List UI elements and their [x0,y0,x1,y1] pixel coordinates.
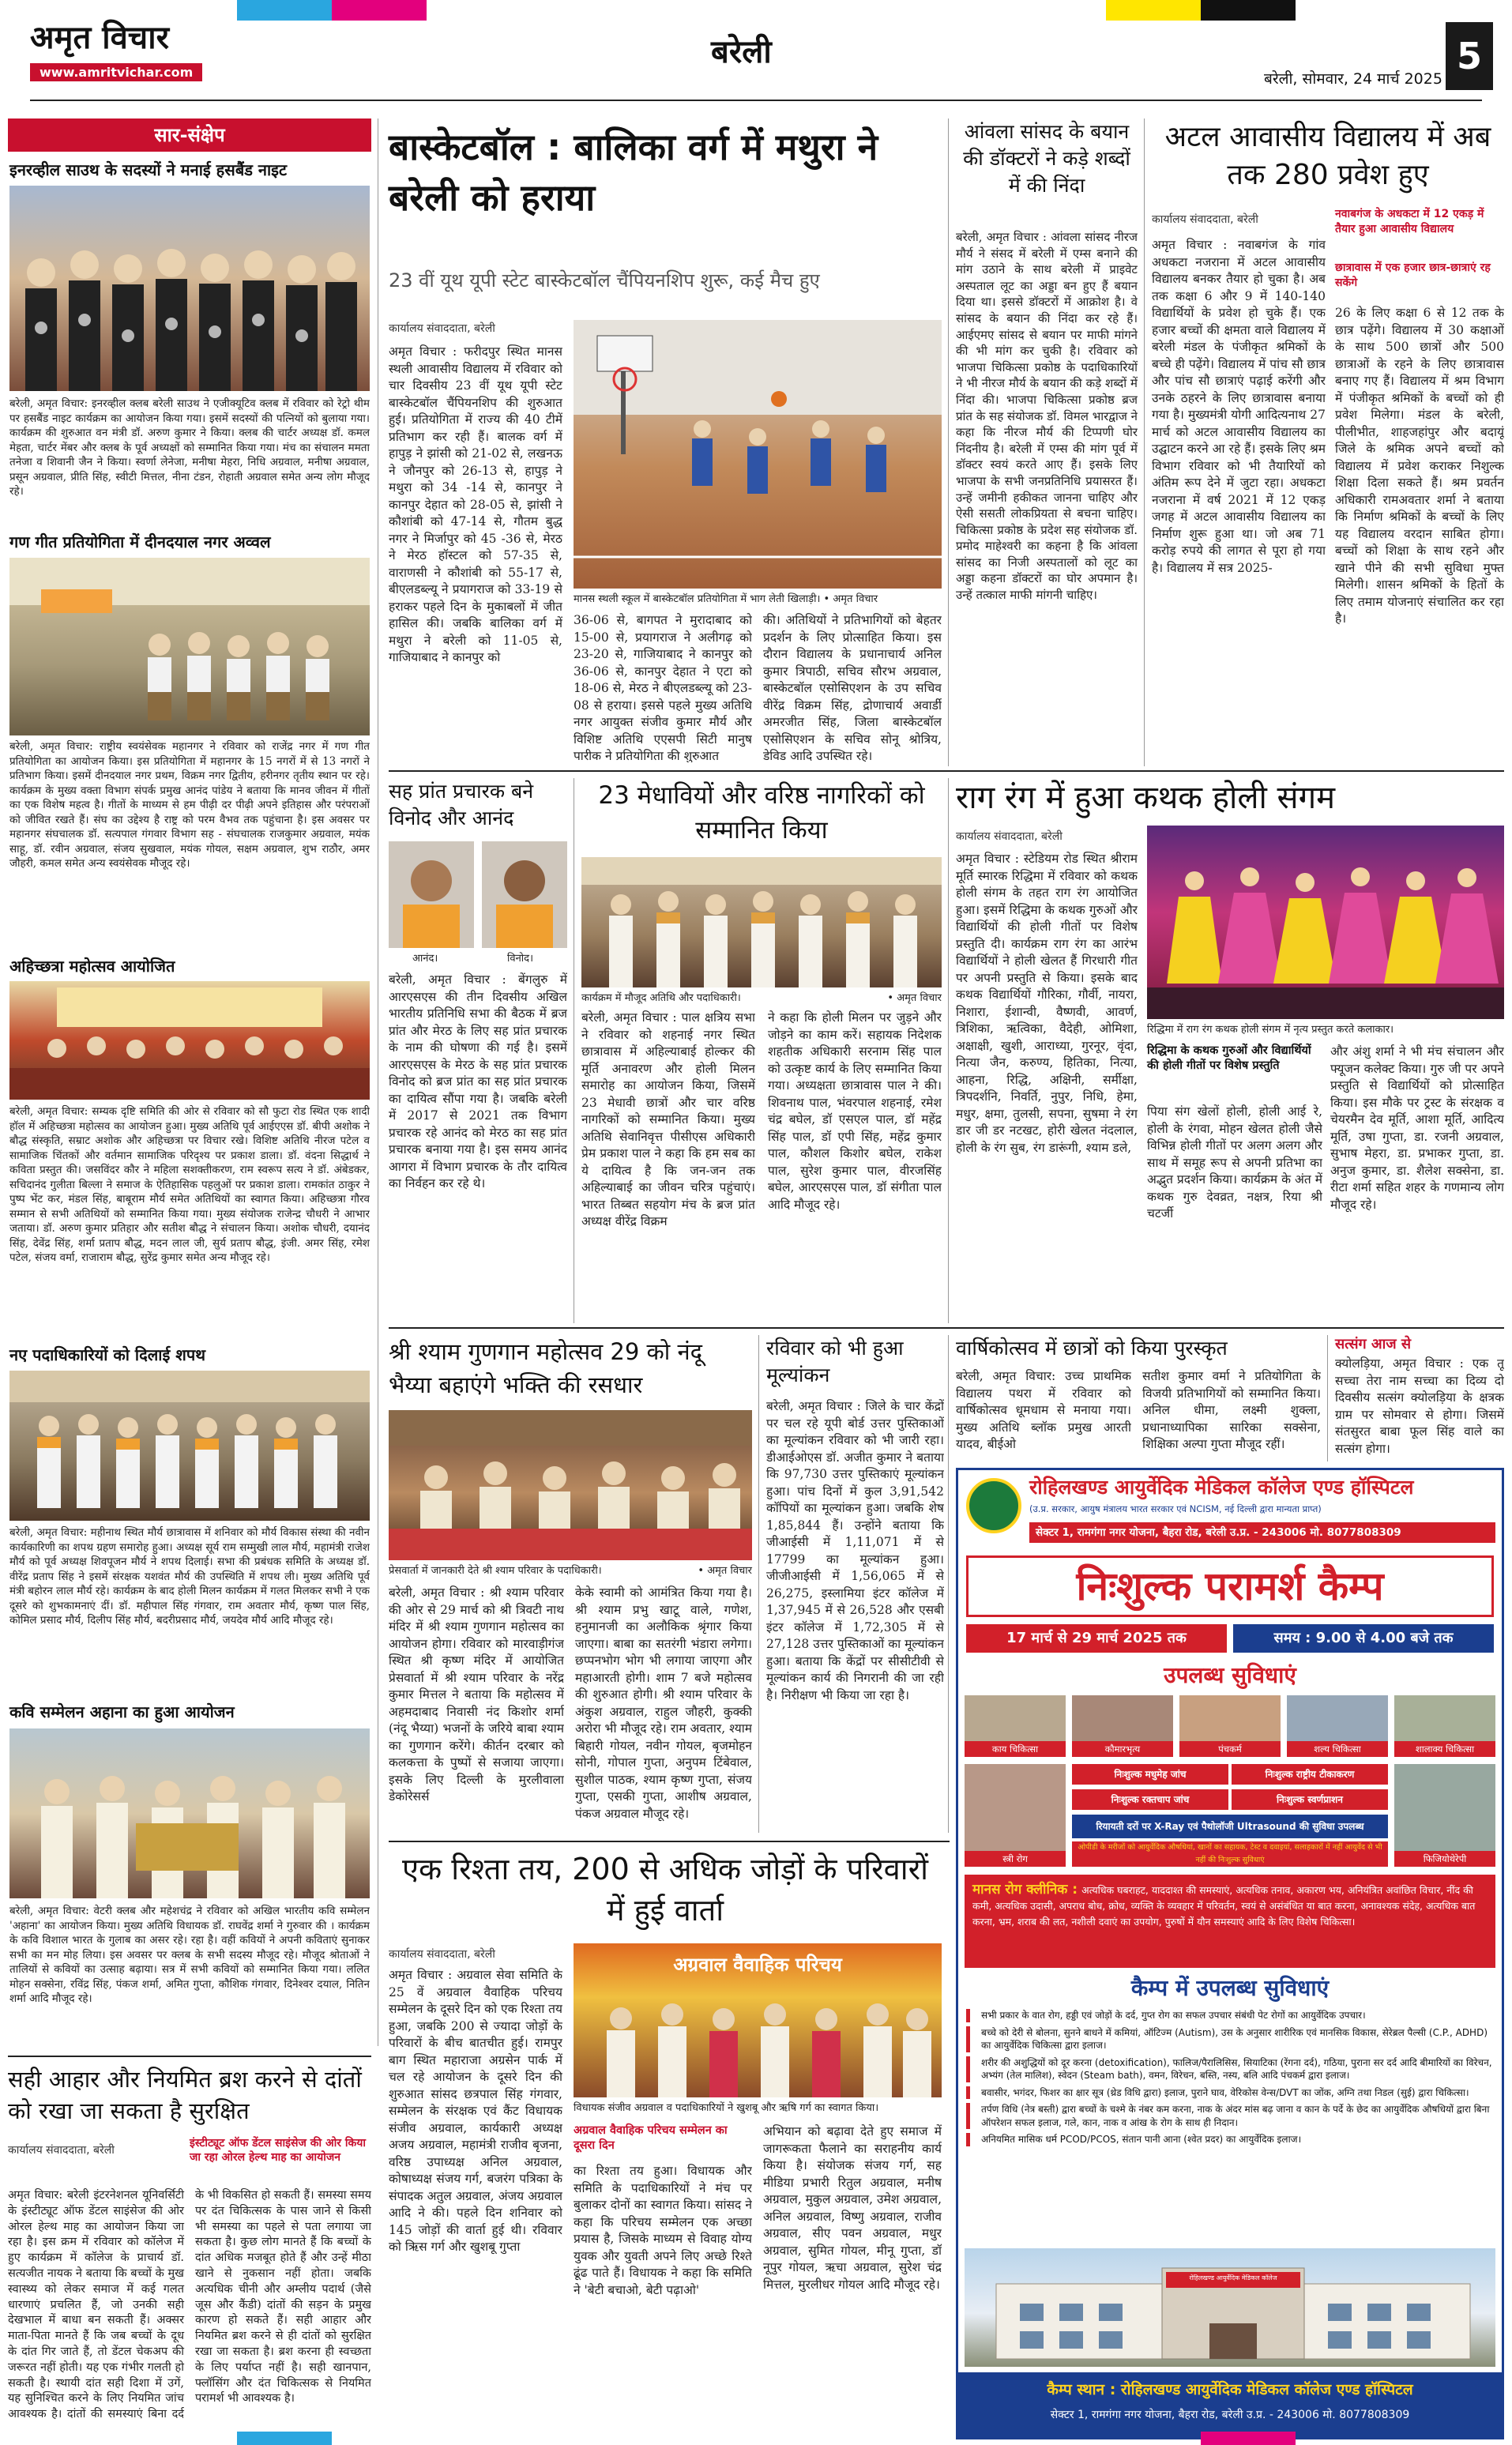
facility-label: काय चिकित्सा [965,1741,1066,1757]
basketball-col2: 36-06 से, बागपत ने मुरादाबाद को 15-00 से, प्रयागराज ने अलीगढ़ को 23-20 से, गाजियाबाद ने कानपुर को 36-06 से, कानपुर देहात ने एटा को 18-06 से, मेरठ ने बीएलडब्ल्यू को 23-08 से हराया। इससे पहले मुख्य अतिथि नगर आयुक्त संजीव कुमार मौर्य और विशिष्ट अतिथि एएसपी सिटी मानुष पारीक ने प्रतियोगिता की शुरुआत [574,613,752,762]
ad-venue-address: सेक्टर 1, रामगंगा नगर योजना, बैहरा रोड, बरेली उ.प्र. - 243006 मो. 8077808309 [1050,2409,1410,2421]
facility-tile [1179,1695,1281,1741]
kathak-photo-caption: रिद्धिमा में राग रंग कथक होली संगम में नृत्य प्रस्तुत करते कलाकार। [1147,1024,1394,1036]
facility-tile [1287,1695,1388,1741]
marriage-headline: एक रिश्ता तय, 200 से अधिक जोड़ों के परिवारों में हुई वार्ता [401,1852,928,1928]
ad-org-name: रोहिलखण्ड आयुर्वेदिक मेडिकल कॉलेज एण्ड हॉस्पिटल [1029,1476,1414,1499]
free-item: निःशुल्क राष्ट्रीय टीकाकरण [1232,1764,1388,1785]
dental-body: अमृत विचार: बरेली इंटरनेशनल यूनिवर्सिटी के इंस्टीट्यूट ऑफ डेंटल साइंसेज की ओर ओरल हेल्थ माह का आयोजन किया जा रहा है। इस क्रम में रविवार को कॉलेज में हुए कार्यक्रम में कॉलेज के प्राचार्य डॉ. सत्यजीत नायक ने बताया कि बच्चों के मुख स्वास्थ्य को लेकर समाज में कई गलत धारणाएं प्रचलित हैं, जो उनकी सही देखभाल में बाधा बन सकती हैं। अक्सर माता-पिता मानते हैं कि जब बच्चों के दूध के दांत गिर जाते हैं, तो डेंटल चेकअप की जरूरत नहीं होती। यह एक गंभीर गलती हो सकती है। स्थायी दांत सही दिशा में उगें, यह सुनिश्चित करने के लिए नियमित जांच आवश्यक है। दांतों की समस्याएं बिना दर्द के भी विकसित हो सकती हैं। समस्या समय पर दंत चिकित्सक के पास जाने से किसी भी समस्या का पहले से पता लगाया जा सकता है। कुछ लोग मानते हैं कि बच्चों के दांत अधिक मजबूत होते हैं और उन्हें मीठा खाने से नुकसान नहीं होता। जबकि अत्यधिक चीनी और अम्लीय पदार्थ (जैसे जूस और कैंडी) दांतों की सड़न के प्रमुख कारण हो सकते हैं। सही आहार और नियमित ब्रश करने से ही दांतों को सुरक्षित रखा जा सकता है। ब्रश करना ही स्वच्छता के लिए पर्याप्त नहीं है। सही खानपान, फ्लॉसिंग और दंत चिकित्सक से नियमित परामर्श भी आवश्यक है। [8,2189,371,2421]
satsang-headline: सत्संग आज से [1335,1336,1412,1352]
annual-article [956,1335,1321,1461]
marriage-col3: अभियान को बढ़ावा देते हुए समाज में जागरूकता फैलाने का सराहनीय कार्य किया है। संयोजक संजय गर्ग, सह मीडिया प्रभारी रितुल अग्रवाल, मनीष अग्रवाल, मुकुल अग्रवाल, उमेश अग्रवाल, अनिल अग्रवाल, विष्णु अग्रवाल, राजीव अग्रवाल, सीए पवन अग्रवाल, मधुर अग्रवाल, सुमित गोयल, मीनू गुप्ता, डॉ नूपुर गोयल, ऋचा अग्रवाल, सुरेश चंद्र मित्तल, मुरलीधर गोयल आदि मौजूद रहे। [763,2124,942,2292]
kathak-headline: राग रंग में हुआ कथक होली संगम [956,780,1336,816]
ad-camp-features-list [966,2009,1494,2243]
atal-col2: 26 के लिए कक्षा 6 से 12 तक के छात्र पढ़ेंगे। विद्यालय में 30 कक्षाओं के साथ 500 छात्रों और 500 छात्राओं के रहने के लिए छात्रावास बनाए गए हैं। विद्यालय में श्रम विभाग में पंजीकृत श्रमिकों के बच्चों को ही प्रवेश मिलेगा। मंडल के बरेली, पीलीभीत, शाहजहांपुर और बदायूं जिले के श्रमिक अपने बच्चों को विद्यालय में प्रवेश कराकर निशुल्क शिक्षा दिला सकते हैं। श्रम प्रवर्तन अधिकारी रामअवतार शर्मा ने बताया कि निर्माण श्रमिकों के बच्चों के लिए यह विद्यालय वरदान साबित होगा। बच्चों को शिक्षा के साथ रहने और खाने पीने की सभी सुविधा मुफ्त मिलेगी। शासन श्रमिकों के हितों के लिए तमाम योजनाएं संचालित कर रहा है। [1335,306,1504,626]
facility-tile [1394,1695,1495,1741]
dental-headline: सही आहार और नियमित ब्रश करने से दांतों को रखा जा सकता है सुरक्षित [8,2066,362,2124]
group-photo-icon [9,186,370,391]
sidebar-item-body: बरेली, अमृत विचार: सम्यक दृष्टि समिति की ओर से रविवार को सौ फुटा रोड स्थित एक शादी हॉल में अहिच्छत्रा महोत्सव का आयोजन हुआ। मुख्य अतिथि पूर्व आईएएस डॉ. बीपी अशोक ने बौद्ध संस्कृति, सम्राट अशोक और अहिच्छत्रा पर विचार रखे। विशिष्ट अतिथि नीरज पटेल व सामाजिक चिंतकों और वर्तमान सामाजिक परिदृश्य पर प्रकाश डाला। डॉ. वंदना सिद्धार्थ ने कविता प्रस्तुत की। जसविंदर कौर ने महिला सशक्तीकरण, राम स्वरूप सत्य ने डॉ. अंबेडकर, सचिदानंद गुलीता बिल्ला ने समाज के ऐतिहासिक पहलुओं पर प्रकाश डाला। रामकांत ठाकुर ने पुष्प भेंट कर, मंडल सिंह, बाबूराम मौर्य समेत अतिथियों का स्वागत किया। अहिच्छत्रा गौरव सम्मान से सभी अतिथियों को सम्मानित किया गया। मुख्य संयोजक राजेन्द्र चौधरी ने आभार जताया। डॉ. अरुण कुमार प्रतिहार और सतीश बौद्ध ने संचालन किया। अशोक चौधरी, दयानंद सिंह, देवेंद्र सिंह, शर्मा प्रताप बौद्ध, मदन लाल जी, सुर्य प्रताप बौद्ध, इंजी. अमर सिंह, रमेश पटेल, संजय वर्मा, राजाराम बौद्ध, सुरेंद्र कुमार समेत अन्य मौजूद रहे। [9,1105,370,1264]
promoter-photo-anand [389,841,474,948]
basketball-court-icon [574,320,942,589]
meritorious-photo-credit: • अमृत विचार [887,992,942,1004]
basketball-article [389,118,942,766]
meritorious-col1: बरेली, अमृत विचार : पाल क्षत्रिय सभा ने रविवार को शहनाई नगर स्थित छात्रावास में अहिल्याबाई होल्कर की मूर्ति अनावरण और होली मिलन समारोह का आयोजन किया, जिसमें 23 मेधावी छात्रों और चार वरिष्ठ नागरिकों को सम्मानित किया। मुख्य अतिथि सेवानिवृत्त पीसीएस अधिकारी प्रेम प्रकाश पाल ने कहा कि हम सब का ये दायित्व है कि जन-जन तक अहिल्याबाई का जीवन चरित्र पहुंचाएं। भारत तिब्बत सहयोग मंच के ब्रज प्रांत अध्यक्ष वीरेंद्र विक्रम [581,1010,755,1228]
meritorious-headline: 23 मेधावियों और वरिष्ठ नागरिकों को सम्मानित किया [598,781,925,844]
atal-bullet-2: छात्रावास में एक हजार छात्र-छात्राएं रह सकेंगे [1335,261,1491,289]
sidebar-item-body: बरेली, अमृत विचार: राष्ट्रीय स्वयंसेवक महानगर ने रविवार को राजेंद्र नगर में गण गीत प्रतियोगिता का आयोजन किया। इस प्रतियोगिता में महानगर के 15 नगरों में से 13 नगरों ने प्रतिभाग किया। इसमें दीनदयाल नगर प्रथम, विक्रम नगर द्वितीय, हरीनगर तृतीय स्थान पर रहे। कार्यक्रम के मुख्य वक्ता विभाग संपर्क प्रमुख आनंद पांडेय ने बताया कि मानव जीवन में गीतों का एक विशेष महत्व है। गीतों के माध्यम से हम पीढ़ी दर पीढ़ी अपने इतिहास और परंपराओं को जीवित रखते हैं। संघ का उद्देश्य है राष्ट्र को परम वैभव तक पहुंचाना है। इस अवसर पर महानगर संघचालक डॉ. सत्यपाल गंगवार विभाग सह - संघचालक राजकुमार अग्रवाल, मयंक साहू, डॉ. रवीन अग्रवाल, संजय सुखवाल, मयंक गोयल, सक्षम अग्रवाल, शुभ राठौर, अमर जौहरी, कमल समेत अन्य स्वयंसेवक मौजूद रहे। [9,740,370,870]
column-divider [948,1335,949,1833]
ad-building-photo [965,2248,1495,2367]
poets-photo-icon [9,1728,370,1898]
meritorious-col2: ने कहा कि होली मिलन पर जुड़ने और जोड़ने का काम करें। सहायक निदेशक शहतीक अधिकारी सरनाम सिंह पाल को उत्कृष्ट कार्य के लिए सम्मानित किया गया। अध्यक्षता छात्रावास पाल ने की। शिवनाथ पाल, भंवरपाल शहनाई, रमेश चंद्र बघेल, डॉ एसएल पाल, डॉ महेंद्र सिंह पाल, डॉ एपी सिंह, महेंद्र कुमार पाल, कौशल किशोर बघेल, राकेश पाल, सुरेश कुमार पाल, वीरजसिंह बघेल, आरएसएस पाल, डॉ संगीता पाल आदि मौजूद रहे। [768,1010,942,1212]
sidebar-section-title: सार-संक्षेप [8,118,371,152]
promoters-headline: सह प्रांत प्रचारक बने विनोद और आनंद [389,780,534,829]
atal-headline: अटल आवासीय विद्यालय में अब तक 280 प्रवेश हुए [1164,121,1491,191]
aonla-body: बरेली, अमृत विचार : आंवला सांसद नीरज मौर्य ने संसद में बरेली में एम्स बनाने की मांग उठाने के साथ बरेली में प्राइवेट अस्पताल लूट का अड्डा बन हुए हैं बयान दिया था। इससे डॉक्टरों में आक्रोश है। वे सांसद के बयान की निंदा कर रहे हैं। आईएमए सांसद से बयान पर माफी मांगने की भी मांग कर चुकी है। रविवार को भाजपा चिकित्सा प्रकोष्ठ के पदाधिकारियों ने भी नीरज मौर्य के बयान की कड़े शब्दों में निंदा की। भाजपा चिकित्सा प्रकोष्ठ ब्रज प्रांत के सह संयोजक डॉ. विमल भारद्वाज ने कहा कि नीरज मौर्य की टिप्पणी घोर निंदनीय है। बरेली में एम्स की मांग पूर्व में डॉक्टर स्वयं करते आए हैं। इसके लिए भाजपा के सभी जनप्रतिनिधि प्रयासरत हैं। उन्हें जमीनी हकीकत जानना चाहिए और ऐसी ससती लोकप्रियता से बचना चाहिए। चिकित्सा प्रकोष्ठ के प्रदेश सह संयोजक डॉ. प्रमोद माहेश्वरी का कहना है कि आंवला सांसद का निजी अस्पतालों को लूट का अड्डा कहना डॉक्टरों का घोर अपमान है। उन्हें तत्काल माफी मांगनी चाहिए। [956,230,1138,603]
color-bar [1106,0,1201,21]
facility-label: शल्य चिकित्सा [1287,1741,1388,1757]
promoter-caption-anand: आनंद। [412,953,438,965]
section-rule [389,1327,1504,1329]
marriage-photo-caption: विधायक संजीव अग्रवाल व पदाधिकारियों ने खुशबू और ऋषि गर्ग का स्वागत किया। [574,2102,879,2114]
ad-address: सेक्टर 1, रामगंगा नगर योजना, बैहरा रोड, बरेली उ.प्र. - 243006 मो. 8077808309 [1029,1522,1495,1543]
shyam-article [389,1335,752,1833]
sidebar-photo-gan-geet [9,558,370,735]
kathak-col2: पिया संग खेलों होली, होली आई रे, होली के रंगवा, मोहन खेलत होली जैसे विभिन्न होली गीतों पर अलग अलग और साथ में समूह रूप से अपनी प्रतिभा का अद्भुत प्रदर्शन किया। कार्यक्रम के अंत में कथक गुरु देवव्रत, नक्षत्र, रिया श्री चटर्जी [1147,1104,1322,1221]
satsang-body: क्योलड़िया, अमृत विचार : एक तू सच्चा तेरा नाम सच्चा का दिव्य दो दिवसीय सत्संग क्योलड़िया के क्षत्रक ग्राम पर सोमवार से होगा। जिसमें संतसुरत बाबा फूल सिंह वाले का सत्संग होगा। [1335,1356,1504,1456]
camp-feature-item: शरीर की अशुद्धियों को दूर करना (detoxification), फालिज/पैरालिसिस, सियाटिका (रेंगना दर्द), गठिया, पुराना सर दर्द आदि बीमारियों का विरेचन, अभ्यंग (तेल मालिश), स्वेदन (Steam bath), वमन, विरेचन, बस्ति, नस्य, बलि आदि पंचकर्म द्वारा इलाज। [966,2056,1494,2082]
ad-venue-line: कैम्प स्थान : रोहिलखण्ड आयुर्वेदिक मेडिकल कॉलेज एण्ड हॉस्पिटल [1047,2381,1413,2398]
sidebar-item-body: बरेली, अमृत विचार: वेटरी क्लब और महेशचंद्र ने रविवार को अखिल भारतीय कवि सम्मेलन 'अहाना' का आयोजन किया। मुख्य अतिथि विधायक डॉ. राघवेंद्र शर्मा ने गुरुवार की । कार्यक्रम के कवि विशाल भारत के गुलाब का असर रहे। रहा है। वहीं कवियों ने अपनी कविताएं सुनाकर सभी का मन मोह लिया। इस अवसर पर क्लब के सभी सदस्य मौजूद रहे। मौजूद श्रोताओं ने तालियों से कवियों का उत्साह बढ़ाया। सत्र में सभी कवियों को सम्मानित किया गया। ललित मोहन सक्सेना, रविंद्र सिंह, पंकज शर्मा, अमित गुप्ता, कौशिक गंगवार, दिनेश्वर दयाल, नितिन शर्मा आदि मौजूद रहे। [9,1905,370,2005]
annual-col2: सतीश कुमार वर्मा ने प्रतियोगिता के विजयी प्रतिभागियों को सम्मानित किया। अनिल धीमा, लक्ष्मी शुक्ला, प्रधानाध्यापिका सारिका सक्सेना, शिक्षिका अल्पा गुप्ता मौजूद रहीं। [1142,1369,1321,1451]
camp-feature-item: बच्चे को देरी से बोलना, सुनने बाधने में कमियां, ऑटिज्म (Autism), उस के अनुसार शारीरिक एवं मानसिक विकास, सेरेब्रल पैल्सी (C.P., ADHD) का आयुर्वेदिक चिकित्सा द्वारा इलाज। [966,2026,1494,2052]
atal-byline: कार्यालय संवाददाता, बरेली [1152,213,1258,226]
kathak-highlight-box: रिद्धिमा के कथक गुरुओं और विद्यार्थियों की होली गीतों पर विशेष प्रस्तुति [1147,1044,1311,1072]
free-item: निःशुल्क स्वर्णप्राशन [1232,1789,1388,1810]
facility-label: कौमारभृत्य [1072,1741,1173,1757]
marriage-article [389,1849,942,2441]
ad-camp-title: निःशुल्क परामर्श कैम्प [966,1555,1494,1617]
color-bar [237,2432,332,2445]
color-bar [1201,2432,1296,2445]
color-bar [1201,0,1296,21]
aonla-article [956,118,1138,766]
shyam-col1: बरेली, अमृत विचार : श्री श्याम परिवार की ओर से 29 मार्च को श्री त्रिवटी नाथ मंदिर में श्री श्याम गुणगान महोत्सव का आयोजन होगा। रविवार को मारवाड़ीगंज स्थित श्री कृष्ण मंदिर में आयोजित प्रेसवार्ता में श्री श्याम परिवार के नरेंद्र कुमार मित्तल ने बताया कि महोत्सव में अहमदाबाद निवासी नंद किशोर शर्मा (नंदू भैय्या) भजनों के जरिये बाबा श्याम का गुणगान करेंगे। कीर्तन दरबार को कलकत्ता के पुष्पों से सजाया जाएगा। इसके लिए दिल्ली के मुरलीवाला डेकोरेसर्स [389,1585,564,1804]
annual-headline: वार्षिकोत्सव में छात्रों को किया पुरस्कृत [956,1337,1228,1360]
kathak-article [956,778,1504,1323]
color-bar [332,0,427,21]
ad-facility-grid [965,1695,1495,1759]
dancers-photo-icon [1147,826,1504,1019]
free-item: निःशुल्क मधुमेह जांच [1072,1764,1228,1785]
camp-feature-item: अनियमित मासिक धर्म PCOD/PCOS, संतान पानी आना (श्वेत प्रदर) का आयुर्वेदिक इलाज। [966,2133,1494,2146]
section-rule [389,770,1504,772]
ad-header [958,1470,1502,1549]
basketball-col1: अमृत विचार : फरीदपुर स्थित मानस स्थली आवासीय विद्यालय में रविवार को चार दिवसीय 23 वीं यूथ यूपी स्टेट बास्केटबॉल चैंपियनशिप की शुरुआत हुई। प्रतियोगिता में राज्य की 40 टीमें प्रतिभाग कर रही हैं। बालक वर्ग में हापुड़ ने झांसी को 21-02 से, लखनऊ ने जौनपुर को 26-13 से, हापुड़ ने मथुरा को 34 -14 से, कानपुर ने कानपुर देहात को 28-05 से, झांसी ने कौशांबी को 47-14 से, गौतम बुद्ध नगर ने मिर्जापुर को 45 -36 से, मेरठ ने मेरठ हॉस्टल को 57-35 से, वाराणसी ने कौशांबी को 55-17 से, बीएलडब्ल्यू ने प्रयागराज को 33-19 से हराकर पहले दिन के मुकाबलों में जीत हासिल की। जबकि बालिका वर्ग में मथुरा ने बरेली को 11-05 से, गाजियाबाद ने कानपुर को [389,344,562,664]
sidebar-photo-shapath [9,1371,370,1521]
promoter-photo-vinod [482,841,567,948]
ayurveda-ad[interactable] [956,1468,1504,2439]
marriage-byline: कार्यालय संवाददाता, बरेली [389,1948,495,1961]
section-rule [389,1841,950,1842]
annual-col1: बरेली, अमृत विचार: उच्च प्राथमिक विद्यालय पथरा में रविवार को वार्षिकोत्सव धूमधाम से मनाया गया। मुख्य अतिथि ब्लॉक प्रमुख आरती यादव, बीईओ [956,1369,1131,1451]
satsang-article [1335,1335,1504,1461]
ad-rog-title: मानस रोग क्लीनिक : [972,1882,1078,1898]
ad-rog-body: अत्यधिक घबराहट, याददाश्त की समस्याएं, अत्यधिक तनाव, अकारण भय, अनियंत्रित अवांछित विचार, नींद की कमी, अत्यधिक उदासी, अपराध बोध, क्रोध, व्यक्ति के व्यवहार में परिवर्तन, स्वयं से असंबंधित या बात करना, अनावश्यक संदेह, अत्यधिक बात करना, भ्रम, शराब की लत, नशीली दवाएं का उपयोग, पुरुषों में यौन समस्याएं आदि के लिए विशेष चिकित्सा। [972,1884,1476,1928]
ad-facilities-title: उपलब्ध सुविधाएं [1164,1662,1296,1688]
felicitation-photo-icon [581,857,942,987]
stage-photo-icon [9,981,370,1100]
ad-venue-box [958,2372,1502,2437]
marriage-banner: अग्रवाल वैवाहिक परिचय [673,1954,842,1976]
shyam-photo-caption: प्रेसवार्ता में जानकारी देते श्री श्याम परिवार के पदाधिकारी। [389,1565,602,1577]
sidebar-item-heading: कवि सम्मेलन अहाना का हुआ आयोजन [9,1702,235,1721]
column-divider [1327,1335,1328,1461]
facility-label: स्त्री रोग [965,1851,1066,1867]
facility-label: पंचकर्म [1179,1741,1281,1757]
ad-rog-box [965,1875,1495,1968]
paper-name: अमृत विचार [30,20,169,56]
ad-time: समय : 9.00 से 4.00 बजे तक [1233,1624,1494,1653]
kathak-photo [1147,826,1504,1019]
shyam-col2: केके स्वामी को आमंत्रित किया गया है। श्री श्याम प्रभु खाटू वाले, गणेश, हनुमानजी का अलौकिक श्रृंगार किया जाएगा। बाबा का सतरंगी भंडारा लगेगा। छप्पनभोग भोग भी लगाया जाएगा और महाआरती होगी। शाम 7 बजे महोत्सव की शुरुआत होगी। श्री श्याम परिवार के अंकुश अग्रवाल, राहुल जौहरी, कुक्की अरोरा भी मौजूद रहे। राम अवतार, श्याम बिहारी गोयल, नवीन गोयल, बृजमोहन सोनी, गोपाल गुप्ता, अनुपम टिंबेवाल, सुशील पाठक, श्याम कृष्ण गुप्ता, संजय गुप्ता, एसकी गुप्ता, आशीष अग्रवाल, पंकज अग्रवाल मौजूद रहे। [575,1585,752,1821]
date-line: बरेली, सोमवार, 24 मार्च 2025 [1264,70,1442,88]
column-divider [758,1335,759,1833]
masthead [0,0,1512,118]
sidebar-item-heading: नए पदाधिकारियों को दिलाई शपथ [9,1345,205,1364]
ravivar-article [766,1335,944,1833]
facility-tile [1394,1764,1495,1851]
ad-date: 17 मार्च से 29 मार्च 2025 तक [966,1624,1227,1653]
facility-tile [965,1695,1066,1741]
ad-medicine-line: ओपीडी के मरीजों को आयुर्वेदिक औषधियां, खानों का सहायक, टेस्ट व दवाइयां, सलाहकारों में नहीं आयुर्वेद से भी नहीं की निःशुल्क सुविधाएं [1072,1841,1388,1867]
camp-feature-item: बवासीर, भगंदर, फिशर का क्षार सूत्र (थ्रेड विधि द्वारा) इलाज, पुराने घाव, वेरिकोस वेन्स/DVT का जोंक, अग्नि तथा निडल (सुई) द्वारा चिकित्सा। [966,2086,1494,2100]
building-icon [965,2248,1495,2367]
promoter-caption-vinod: विनोद। [507,953,534,965]
kathak-col3: और अंशु शर्मा ने भी मंच संचालन और फ्यूजन कलेक्ट किया। गुरु जी पर अपने प्रस्तुति से विद्यार्थियों को प्रोत्साहित किया। इस मौके पर ट्रस्ट के संरक्षक व चेयरमैन देव मूर्ति, आशा मूर्ति, आदित्य मूर्ति, उषा गुप्ता, डा. रजनी अग्रवाल, सुभाष मेहरा, डा. प्रभाकर गुप्ता, डा. अनुज कुमार, डा. शैलेश सक्सेना, डा. रीटा शर्मा सहित शहर के गणमान्य लोग मौजूद रहे। [1330,1044,1504,1212]
basketball-headline: बास्केटबॉल : बालिका वर्ग में मथुरा ने बरेली को हराया [389,126,878,219]
column-divider [1144,118,1145,766]
atal-col1: अमृत विचार : नवाबगंज के गांव अधकटा नजराना में अटल आवासीय विद्यालय बनकर तैयार हो चुका है। अब तक कक्षा 6 और 9 में 140-140 विद्यार्थियों के प्रवेश हो चुके हैं। एक हजार बच्चों की क्षमता वाले विद्यालय में बरेली मंडल के पंजीकृत श्रमिकों के बच्चे ही पढ़ेंगे। विद्यालय में पांच सौ छात्र और पांच सौ छात्राएं पढ़ाई करेंगी और उनके ठहरने के लिए छात्रावास बनाया गया है। मुख्यमंत्री योगी आदित्यनाथ 27 मार्च को अटल आवासीय विद्यालय का उद्घाटन करने आ रहे हैं। इसके लिए श्रम विभाग रविवार को भी तैयारियों को अंतिम रूप देने में जुटा रहा। अधकटा नजराना में वर्ष 2021 में 12 एकड़ जगह में अटल आवासीय विद्यालय का निर्माण शुरू हुआ था। जो अब 71 करोड़ रुपये की लागत से पूरा हो गया है। विद्यालय में सत्र 2025- [1152,238,1326,575]
basketball-col3: की। अतिथियों ने प्रतिभागियों को बेहतर प्रदर्शन के लिए प्रोत्साहित किया। इस दौरान विद्यालय के प्रधानाचार्य अनिल कुमार त्रिपाठी, सचिव सौरभ अग्रवाल, बास्केटबॉल एसोसिएशन के उप सचिव वीरेंद्र विक्रम सिंह, द्रोणाचार्य अवार्डी अमरजीत सिंह, जिला बास्केटबॉल एसोसिएशन के सचिव सोनू श्रोत्रिय, डेविड आदि उपस्थित रहे। [763,613,942,762]
column-divider [948,778,949,1323]
marriage-subhead: अग्रवाल वैवाहिक परिचय सम्मेलन का दूसरा दिन [574,2124,728,2152]
basketball-byline: कार्यालय संवाददाता, बरेली [389,322,495,335]
dental-subhead: इंस्टीट्यूट ऑफ डेंटल साइंसेज की ओर किया जा रहा ओरल हेल्थ माह का आयोजन [190,2137,367,2164]
ad-org-sub: (उ.प्र. सरकार, आयुष मंत्रालय भारत सरकार एवं NCISM, नई दिल्ली द्वारा मान्यता प्राप्त) [1029,1503,1322,1514]
masthead-rule [30,100,1482,101]
ad-building-sign: रोहिलखण्ड आयुर्वेदिक मेडिकल कॉलेज [1189,2274,1277,2281]
sidebar-item-body: बरेली, अमृत विचार: इनरव्हील क्लब बरेली साउथ ने एजीक्यूटिव क्लब में रविवार को रेट्रो थीम पर हसबैंड नाइट कार्यक्रम का आयोजन किया गया। इसमें सदस्यों की पत्नियों को बुलाया गया। कार्यक्रम की शुरुआत वन मंत्री डॉ. अरुण कुमार ने किया। क्लब की चार्टर अध्यक्ष डॉ. कमल मेहता, चार्टर मेंबर और क्लब के पूर्व अध्यक्षों को सम्मानित किया गया। मंच का संचालन ममता तनेजा व शिवानी जैन ने किया। स्वर्णा लेनेजा, मनीषा मेहरा, निधि अग्रवाल, मनीषा अग्रवाल, प्रसून अग्रवाल, प्रीति सिंह, स्वीटी मित्तल, नीना टंडन, रोहाती अग्रवाल समेत अन्य लोग मौजूद रहे। [9,397,370,498]
section-rule [8,2056,371,2057]
stage-felicitation-icon [574,1943,942,2097]
promoters-body: बरेली, अमृत विचार : बेंगलुरु में आरएसएस की तीन दिवसीय अखिल भारतीय प्रतिनिधि सभा की बैठक में ब्रज प्रांत और मेरठ के लिए सह प्रांत प्रचारक के नाम की घोषणा की गई है। इसमें आरएसएस के मेरठ के सह प्रांत प्रचारक विनोद को ब्रज प्रांत का सह प्रांत प्रचारक का दायित्व सौंपा गया है। जबकि बरेली में 2017 से 2021 तक विभाग प्रचारक रहे आनंद को मेरठ का सह प्रांत प्रचारक बनाया गया है। इस समय आनंद आगरा में विभाग प्रचारक के तौर दायित्व का निर्वहन कर रहे थे। [389,972,567,1191]
facility-tile [965,1764,1066,1851]
basketball-photo [574,320,942,589]
promoters-article [389,778,567,1323]
free-item: निःशुल्क रक्तचाप जांच [1072,1789,1228,1810]
event-photo-icon [9,558,370,735]
portrait-icon [482,841,567,948]
sidebar-photo-husband-night [9,186,370,391]
camp-feature-item: तर्पण विधि (नेत्र बस्ती) द्वारा बच्चों के चश्मे के नंबर कम करना, नाक के अंदर मांस बढ़ जाना व कान के पर्दे के छेद का आयुर्वेदिक औषधियों द्वारा बिना ऑपरेशन सफल इलाज, गले, कान, नाक व आंख के रोग के साथ ही निदान। [966,2103,1494,2129]
shyam-photo-credit: • अमृत विचार [698,1565,752,1577]
dental-byline: कार्यालय संवाददाता, बरेली [8,2144,115,2157]
ravivar-body: बरेली, अमृत विचार : जिले के चार केंद्रों पर चल रहे यूपी बोर्ड उत्तर पुस्तिकाओं का मूल्यांकन रविवार को भी जारी रहा। डीआईओएस डॉ. अजीत कुमार ने बताया कि 97,730 उत्तर पुस्तिकाएं मूल्यांकन हुआ। पांच दिनों में कुल 3,91,542 कॉपियों का मूल्यांकन हुआ। जबकि शेष 1,85,844 हैं। उन्होंने बताया कि जीआईसी में 1,11,071 में से 17799 का मूल्यांकन हुआ। जीजीआईसी में 1,56,065 में से 26,275, इस्लामिया इंटर कॉलेज में 1,37,945 में से 26,528 और एसबी इंटर कॉलेज में 1,72,305 में से 27,128 उत्तर पुस्तिकाओं का मूल्यांकन हुआ। बताया कि केंद्रों पर सीसीटीवी से मूल्यांकन कार्य की निगरानी की जा रही है। निरीक्षण भी किया जा रहा है। [766,1399,944,1702]
ravivar-headline: रविवार को भी हुआ मूल्यांकन [766,1337,904,1386]
ceremony-photo-icon [9,1371,370,1521]
website[interactable]: www.amritvichar.com [30,63,202,81]
marriage-col2: का रिश्ता तय हुआ। विधायक और समिति के पदाधिकारियों ने मंच पर बुलाकर दोनों का स्वागत किया। सांसद ने कहा कि परिचय सम्मेलन एक अच्छा प्रयास है, जिसके माध्यम से विवाह योग्य युवक और युवती अपने लिए अच्छे रिश्ते ढूंढ पाते हैं। विधायक ने कहा कि समिति ने 'बेटी बचाओ, बेटी पढ़ाओ' [574,2164,752,2297]
atal-bullet-1: नवाबगंज के अधकटा में 12 एकड़ में तैयार हुआ आवासीय विद्यालय [1335,208,1484,235]
meritorious-photo-caption: कार्यक्रम में मौजूद अतिथि और पदाधिकारी। [581,992,741,1004]
city-label: बरेली [711,34,772,70]
atal-article [1152,118,1504,766]
kathak-col1: अमृत विचार : स्टेडियम रोड स्थित श्रीराम मूर्ति स्मारक रिद्धिमा में रविवार को कथक होली संगम के तहत राग रंग आयोजित हुआ। इसमें रिद्धिमा के कथक गुरुओं और विद्यार्थियों की होली गीतों पर विशेष प्रस्तुति दी। कार्यक्रम राग रंग का आरंभ विद्यार्थियों ने होली खेलत हैं गिरधारी गीत पर अपनी प्रस्तुति से किया। इसके बाद कथक विद्यार्थियों गौरिका, गौर्वी, नायरा, निशारा, ईशान्वी, वैष्णवी, आवर्ण, त्रिशिका, ऋत्विका, वैदेही, ओमिशा, अक्षाक्षी, खुशी, आराध्या, गुरनूर, वृंदा, नित्या जैन, करुण्य, हितिका, नित्या, आहना, रिद्धि, अक्षिनी, सर्मीक्षा, त्रिपदर्शनि, निवर्ति, नुपुर, निधि, हेमा, मधुर, क्षमा, तुलसी, सपना, सुषमा ने रंग डार जी डर नटखट, होरी खेलत नंदलाल, होली के रंग सुब, रंग डारूंगी, श्याम डले, [956,852,1138,1155]
basketball-photo-caption: मानस स्थली स्कूल में बास्केटबॉल प्रतियोगिता में भाग लेती खिलाड़ी। • अमृत विचार [574,593,878,605]
ad-camp-features-title: कैम्प में उपलब्ध सुविधाएं [1130,1975,1330,2001]
sidebar-item-body: बरेली, अमृत विचार: महीनाथ स्थित मौर्य छात्रावास में शनिवार को मौर्य विकास संस्था की नवीन कार्यकारिणी का शपथ ग्रहण समारोह हुआ। अध्यक्ष सूर्य राम सम्मुखी लाल मौर्य, महामंत्री राजेश मौर्य को पूर्व अध्यक्ष शिवपूजन मौर्य ने शपथ दिलाई। सभा की प्रबंधक समिति के अध्यक्ष डॉ. वीरेंद्र प्रताप सिंह ने इसमें संरक्षक यशवंत मौर्य की उपस्थिति में शपथ ली। मुख्य अतिथि पूर्व मंत्री बहोरन लाल मौर्य रहे। कार्यक्रम के बाद होली मिलन कार्यक्रम में गलत मिलकर सभी ने एक दूसरे को शुभकामनाएं दीं। डॉ. महीपाल सिंह गंगवार, राम अवतार मौर्य, कृष्ण पाल सिंह, कोमिल प्रसाद मौर्य, दिलीप सिंह मौर्य, बदरीप्रसाद मौर्य, जयदेव मौर्य आदि मौजूद रहे। [9,1526,370,1627]
facility-tile [1072,1695,1173,1741]
marriage-photo [574,1943,942,2097]
ad-logo-icon [966,1478,1021,1533]
shyam-photo [389,1410,752,1560]
press-conference-photo-icon [389,1410,752,1560]
sidebar-item-heading: गण गीत प्रतियोगिता में दीनदयाल नगर अव्वल [9,532,271,551]
sidebar-photo-kavi-sammelan [9,1728,370,1898]
kathak-byline: कार्यालय संवाददाता, बरेली [956,830,1063,843]
camp-feature-item: सभी प्रकार के वात रोग, हड्डी एवं जोड़ों के दर्द, गुप्त रोग का सफल उपचार संबंधी पेट रोगों का आयुर्वेदिक उपचार। [966,2009,1494,2022]
marriage-col1: अमृत विचार : अग्रवाल सेवा समिति के 25 वें अग्रवाल वैवाहिक परिचय सम्मेलन के दूसरे दिन को एक रिश्ता तय हुआ, जबकि 200 से ज्यादा जोड़ों के परिवारों के बीच बातचीत हुई। रामपुर बाग स्थित महाराजा अग्रसेन पार्क में चल रहे आयोजन के दूसरे दिन की शुरुआत सांसद छत्रपाल सिंह गंगवार, सम्मेलन के संरक्षक एवं कैंट विधायक संजीव अग्रवाल, कार्यकारी अध्यक्ष अजय अग्रवाल, महामंत्री राजीव बृजना, वरिष्ठ उपाध्यक्ष अनिल अग्रवाल, कोषाध्यक्ष संजय गर्ग, बजरंग पत्रिका के संपादक अतुल अग्रवाल, अंजय अग्रवाल आदि ने की। पहले दिन शनिवार को 145 जोड़ों की वार्ता हुई थी। रविवार को ऋिस गर्ग और खुशबू गुप्ता [389,1968,562,2254]
facility-label: शालाक्य चिकित्सा [1394,1741,1495,1757]
sidebar-item-heading: इनरव्हील साउथ के सदस्यों ने मनाई हसबैंड नाइट [9,160,288,179]
sidebar [8,118,371,1876]
aonla-headline: आंवला सांसद के बयान की डॉक्टरों ने कड़े शब्दों में की निंदा [963,120,1130,197]
ad-xray-line: रियायती दरों पर X-Ray एवं पैथोलॉजी Ultrasound की सुविधा उपलब्ध [1072,1815,1388,1838]
meritorious-article [581,778,942,1323]
page-number: 5 [1446,22,1493,90]
basketball-subhead: 23 वीं यूथ यूपी स्टेट बास्केटबॉल चैंपियनशिप शुरू, कई मैच हुए [389,269,820,292]
sidebar-item-heading: अहिच्छत्रा महोत्सव आयोजित [9,957,175,976]
shyam-headline: श्री श्याम गुणगान महोत्सव 29 को नंदू भैय्या बहाएंगे भक्ति की रसधार [389,1338,703,1398]
sidebar-photo-ahichchhatra [9,981,370,1100]
color-bar [237,0,332,21]
portrait-icon [389,841,474,948]
meritorious-photo [581,857,942,987]
facility-label: फिजियोथेरेपी [1394,1851,1495,1867]
column-divider [948,118,949,766]
